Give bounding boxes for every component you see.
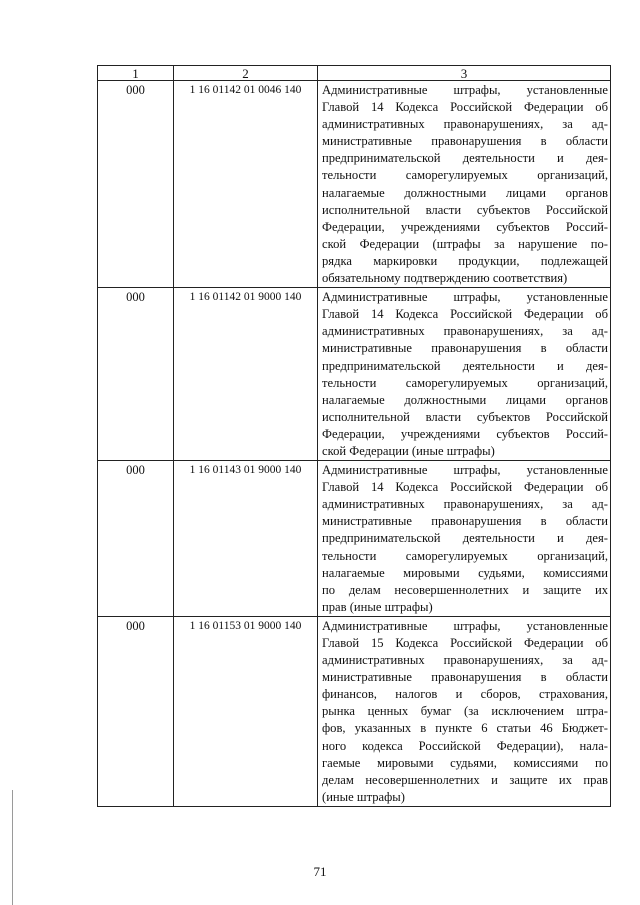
description-line: прав (иные штрафы): [322, 599, 433, 614]
kbk-code-cell: 1 16 01142 01 9000 140: [174, 288, 318, 461]
description-line: предпринимательской деятельности и дея-: [322, 531, 608, 546]
admin-code-cell: 000: [98, 81, 174, 288]
description-line: ного кодекса Российской Федерации), нала-: [322, 738, 608, 753]
description-line: налагаемые мировыми судьями, комиссиями: [322, 565, 608, 580]
header-col-3: 3: [318, 66, 611, 81]
description-line: министративные правонарушения в области: [322, 134, 608, 149]
description-line: исполнительной власти субъектов Российской: [322, 409, 608, 424]
description-line: Административные штрафы, установленные: [322, 463, 608, 478]
header-col-1: 1: [98, 66, 174, 81]
description-line: налагаемые должностными лицами органов: [322, 185, 608, 200]
admin-code-cell: 000: [98, 616, 174, 806]
description-line: рядка маркировки продукции, подлежащей: [322, 253, 608, 268]
table-header-row: [98, 66, 611, 81]
description-line: предпринимательской деятельности и дея-: [322, 151, 608, 166]
description-line: Административные штрафы, установленные: [322, 618, 608, 633]
description-line: финансов, налогов и сборов, страхования,: [322, 687, 608, 702]
table-row: [98, 616, 611, 806]
description-line: Федерации, учреждениями субъектов Россий-: [322, 219, 608, 234]
header-col-2: 2: [174, 66, 318, 81]
description-line: тельности саморегулируемых организаций,: [322, 168, 608, 183]
kbk-code-cell: 1 16 01153 01 9000 140: [174, 616, 318, 806]
page-number: 71: [313, 864, 327, 879]
description-line: министративные правонарушения в области: [322, 341, 608, 356]
description-cell: [318, 288, 611, 461]
table-row: [98, 461, 611, 617]
description-line: ской Федерации (штрафы за нарушение по-: [322, 236, 608, 251]
description-line: Главой 14 Кодекса Российской Федерации об: [322, 307, 608, 322]
description-line: Главой 14 Кодекса Российской Федерации об: [322, 100, 608, 115]
description-line: административных правонарушениях, за ад-: [322, 653, 608, 668]
description-cell: [318, 81, 611, 288]
description-line: предпринимательской деятельности и дея-: [322, 358, 608, 373]
description-line: гаемые мировыми судьями, комиссиями по: [322, 755, 608, 770]
description-line: Главой 14 Кодекса Российской Федерации об: [322, 480, 608, 495]
description-line: исполнительной власти субъектов Российской: [322, 202, 608, 217]
table-row: [98, 81, 611, 288]
description-line: ской Федерации (иные штрафы): [322, 443, 495, 458]
description-line: налагаемые должностными лицами органов: [322, 392, 608, 407]
description-line: тельности саморегулируемых организаций,: [322, 375, 608, 390]
description-line: административных правонарушениях, за ад-: [322, 117, 608, 132]
description-line: Административные штрафы, установленные: [322, 83, 608, 97]
description-line: Федерации, учреждениями субъектов Россий-: [322, 426, 608, 441]
description-line: тельности саморегулируемых организаций,: [322, 548, 608, 563]
admin-code-cell: 000: [98, 288, 174, 461]
description-line: фов, указанных в пункте 6 статьи 46 Бюджет-: [322, 721, 608, 736]
kbk-code-cell: 1 16 01142 01 0046 140: [174, 81, 318, 288]
description-line: административных правонарушениях, за ад-: [322, 497, 608, 512]
description-line: Главой 15 Кодекса Российской Федерации об: [322, 636, 608, 650]
description-line: рынка ценных бумаг (за исключением штра-: [322, 704, 608, 719]
description-line: министративные правонарушения в области: [322, 514, 608, 529]
description-cell: [318, 461, 611, 617]
table-row: [98, 288, 611, 461]
description-line: обязательному подтверждению соответствия): [322, 271, 568, 286]
kbk-table: [97, 65, 611, 807]
description-line: министративные правонарушения в области: [322, 670, 608, 685]
description-cell: [318, 616, 611, 806]
kbk-code-cell: 1 16 01143 01 9000 140: [174, 461, 318, 617]
description-line: административных правонарушениях, за ад-: [322, 324, 608, 339]
document-table: [97, 65, 610, 807]
description-line: Административные штрафы, установленные: [322, 290, 608, 305]
description-line: по делам несовершеннолетних и защите их: [322, 582, 608, 597]
description-line: делам несовершеннолетних и защите их прав: [322, 772, 608, 787]
description-line: (иные штрафы): [322, 789, 405, 804]
admin-code-cell: 000: [98, 461, 174, 617]
scan-edge-line: [12, 790, 13, 905]
